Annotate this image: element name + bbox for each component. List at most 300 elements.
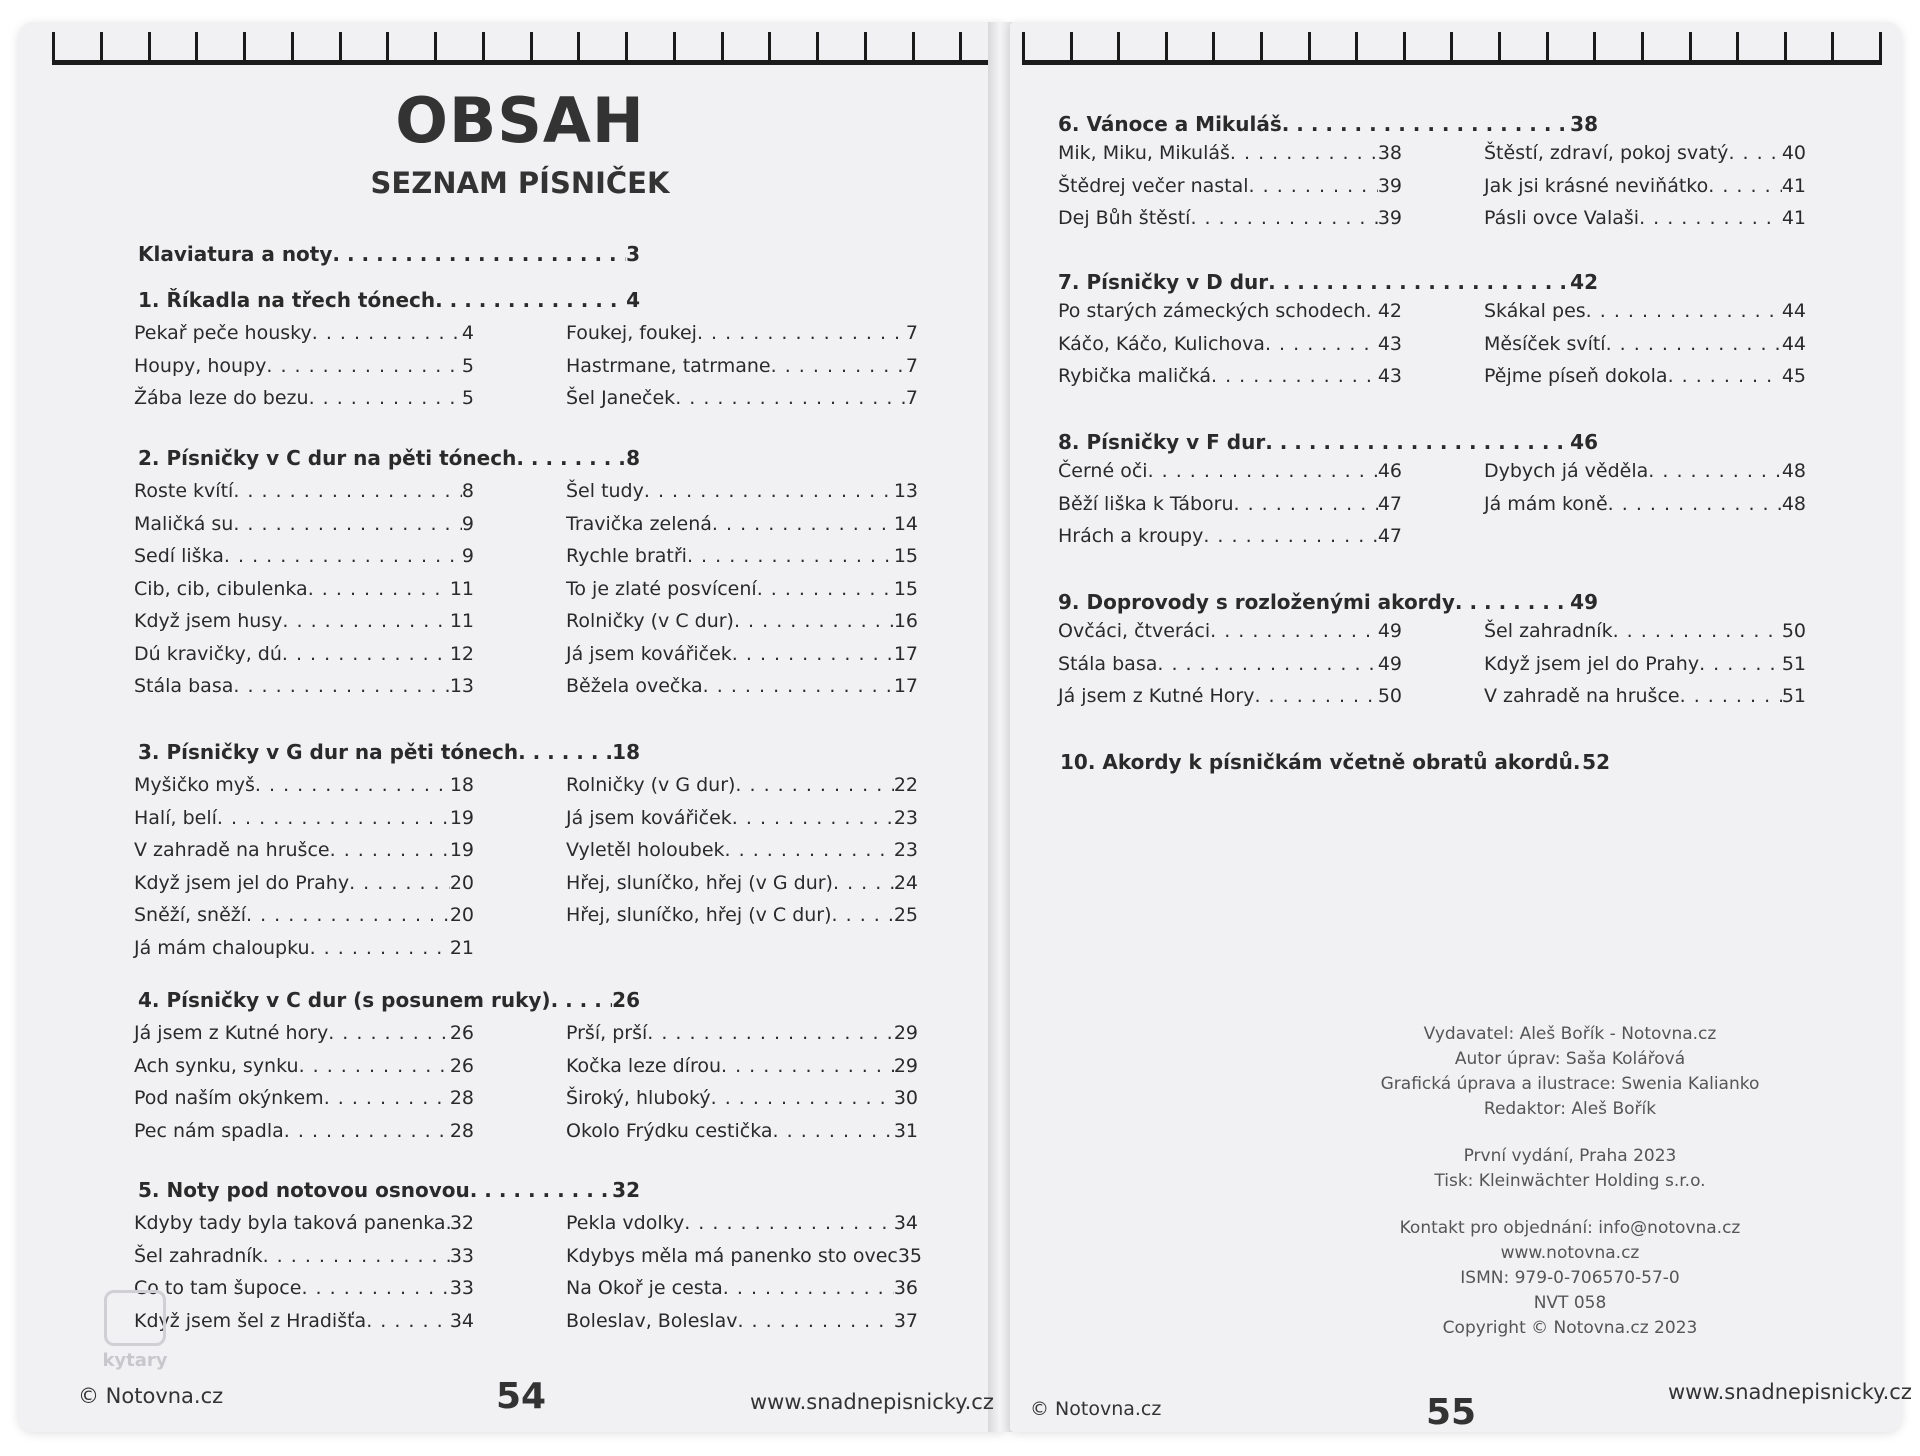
- toc-section: [138, 446, 640, 470]
- toc-entry: [566, 839, 918, 861]
- song-page: 19: [449, 839, 474, 861]
- song-page: 22: [893, 774, 918, 796]
- song-title: Po starých zámeckých schodech: [1058, 300, 1366, 322]
- song-page: 38: [1377, 142, 1402, 164]
- song-title: Káčo, Káčo, Kulichova: [1058, 332, 1265, 355]
- footer-copyright-left: © Notovna.cz: [78, 1384, 224, 1408]
- song-title: Já jsem z Kutné Hory: [1058, 685, 1255, 707]
- song-title: Pec nám spadla: [134, 1119, 284, 1142]
- dot-leader: [217, 807, 450, 829]
- song-page: 39: [1377, 174, 1402, 197]
- dot-leader: [1211, 365, 1378, 387]
- section-title: 8. Písničky v F dur: [1058, 430, 1266, 454]
- song-page: 4: [461, 322, 474, 344]
- dot-leader: [703, 675, 894, 697]
- toc-entry: [1058, 493, 1402, 515]
- piano-key: [577, 32, 625, 60]
- song-page: 39: [1377, 207, 1402, 229]
- song-title: Rolničky (v C dur): [566, 610, 734, 632]
- song-page: 31: [893, 1119, 918, 1142]
- piano-key: [482, 32, 530, 60]
- song-title: Šel zahradník: [134, 1244, 263, 1267]
- section-page: 49: [1570, 590, 1598, 614]
- dot-leader: [1254, 685, 1377, 707]
- song-title: Já jsem z Kutné hory: [134, 1022, 329, 1044]
- song-title: Pásli ovce Valaši: [1484, 207, 1640, 229]
- dot-leader: [1230, 142, 1378, 164]
- colophon-web: www.notovna.cz: [1500, 1243, 1640, 1263]
- piano-key: [1117, 32, 1165, 60]
- song-page: 49: [1377, 620, 1402, 642]
- toc-entry: [566, 480, 918, 502]
- section-page: 18: [612, 740, 640, 764]
- piano-key: [1784, 32, 1832, 60]
- toc-entry: [1484, 207, 1806, 229]
- colophon-code: NVT 058: [1533, 1293, 1607, 1313]
- toc-entry: [566, 1212, 918, 1234]
- piano-key: [339, 32, 387, 60]
- song-title: Černé oči: [1058, 460, 1148, 482]
- dot-leader: [712, 513, 894, 535]
- piano-key: [673, 32, 721, 60]
- dot-leader: [246, 904, 450, 926]
- song-page: 30: [893, 1087, 918, 1109]
- piano-key: [1022, 32, 1070, 60]
- colophon-edition: První vydání, Praha 2023: [1463, 1146, 1677, 1166]
- song-title: Hrách a kroupy: [1058, 525, 1204, 547]
- toc-entry: [566, 578, 918, 600]
- dot-leader: [1613, 620, 1782, 642]
- song-title: Kočka leze dírou: [566, 1054, 722, 1077]
- song-title: Rychle bratři: [566, 545, 687, 567]
- piano-key: [864, 32, 912, 60]
- song-page: 12: [449, 642, 474, 665]
- song-title: Roste kvítí: [134, 480, 234, 502]
- dot-leader: [282, 643, 450, 665]
- toc-entry: [134, 578, 474, 600]
- toc-entry: [566, 904, 918, 926]
- song-title: Rolničky (v G dur): [566, 774, 736, 796]
- dot-leader: [1639, 207, 1782, 229]
- toc-entry: [566, 1055, 918, 1077]
- toc-entry: [566, 1244, 923, 1267]
- page-number-right: 55: [1426, 1392, 1477, 1433]
- dot-leader: [1157, 653, 1377, 675]
- dot-leader: [1265, 333, 1378, 355]
- piano-key: [768, 32, 816, 60]
- song-title: Štěstí, zdraví, pokoj svatý: [1484, 142, 1729, 164]
- song-title: Myšičko myš: [134, 774, 255, 796]
- dot-leader: [1708, 175, 1782, 197]
- section-title: 6. Vánoce a Mikuláš: [1058, 112, 1282, 136]
- song-title: Žába leze do bezu: [134, 387, 309, 409]
- piano-key: [721, 32, 769, 60]
- song-title: Rybička maličká: [1058, 365, 1212, 387]
- toc-entry: [566, 610, 918, 632]
- piano-key: [1355, 32, 1403, 60]
- toc-section: [1058, 112, 1598, 136]
- dot-leader: [366, 1310, 450, 1332]
- song-title: Prší, prší: [566, 1022, 648, 1044]
- song-title: Já mám koně: [1484, 492, 1608, 515]
- dot-leader: [299, 1055, 450, 1077]
- song-page: 47: [1377, 525, 1402, 547]
- song-title: Kdybys měla má panenko sto ovec: [566, 1244, 898, 1267]
- song-page: 25: [893, 904, 918, 926]
- dot-leader: [328, 1022, 450, 1044]
- song-title: Vyletěl holoubek: [566, 839, 725, 861]
- footer-url-left: www.snadnepisnicky.cz: [750, 1390, 994, 1414]
- toc-entry: [1484, 333, 1806, 355]
- dot-leader: [1455, 590, 1570, 614]
- song-page: 24: [893, 871, 918, 894]
- dot-leader: [687, 545, 894, 567]
- song-page: 7: [905, 387, 918, 409]
- toc-entry: [1058, 460, 1402, 482]
- song-page: 50: [1377, 685, 1402, 707]
- dot-leader: [284, 1120, 450, 1142]
- section-title: 5. Noty pod notovou osnovou: [138, 1178, 470, 1202]
- song-page: 18: [449, 774, 474, 796]
- song-page: 40: [1781, 142, 1806, 164]
- song-page: 44: [1781, 332, 1806, 355]
- piano-key: [1165, 32, 1213, 60]
- toc-entry: [566, 872, 918, 894]
- song-title: Já jsem kovářiček: [566, 806, 732, 829]
- toc-section: [1060, 750, 1610, 774]
- dot-leader: [1648, 460, 1782, 482]
- piano-key: [1831, 32, 1882, 60]
- toc-entry: [134, 904, 474, 926]
- song-title: Stála basa: [1058, 652, 1158, 675]
- piano-key: [1070, 32, 1118, 60]
- piano-key: [291, 32, 339, 60]
- dot-leader: [734, 610, 894, 632]
- toc-entry: [134, 355, 474, 377]
- song-title: Stála basa: [134, 675, 234, 697]
- toc-entry: [134, 1120, 474, 1142]
- piano-key: [1498, 32, 1546, 60]
- song-page: 26: [449, 1022, 474, 1044]
- toc-entry: [1484, 365, 1806, 387]
- dot-leader: [233, 675, 449, 697]
- song-title: Cib, cib, cibulenka: [134, 577, 308, 600]
- song-title: Maličká su: [134, 512, 234, 535]
- footer-url-right: www.snadnepisnicky.cz: [1668, 1380, 1912, 1404]
- song-title: Dej Bůh štěstí: [1058, 207, 1191, 229]
- song-page: 50: [1781, 620, 1806, 642]
- song-title: Foukej, foukej: [566, 322, 697, 344]
- song-title: Já jsem kovářiček: [566, 642, 732, 665]
- piano-key: [912, 32, 960, 60]
- dot-leader: [644, 480, 894, 502]
- toc-entry: [566, 1310, 918, 1332]
- keyboard-strip: [1022, 32, 1882, 65]
- song-title: Travička zelená: [566, 512, 712, 535]
- piano-key: [148, 32, 196, 60]
- dot-leader: [675, 387, 906, 409]
- song-page: 44: [1781, 300, 1806, 322]
- dot-leader: [773, 1120, 894, 1142]
- dot-leader: [1668, 365, 1782, 387]
- dot-leader: [308, 578, 450, 600]
- song-title: Boleslav, Boleslav: [566, 1309, 738, 1332]
- toc-entry: [1058, 142, 1402, 164]
- dot-leader: [737, 1310, 893, 1332]
- song-page: 43: [1377, 365, 1402, 387]
- toc-entry: [134, 513, 474, 535]
- toc-entry: [1484, 460, 1806, 482]
- song-page: 8: [461, 480, 474, 502]
- song-title: Šel zahradník: [1484, 620, 1613, 642]
- song-page: 29: [893, 1022, 918, 1044]
- section-title: 3. Písničky v G dur na pěti tónech: [138, 740, 519, 764]
- dot-leader: [1282, 112, 1570, 136]
- toc-section: [138, 288, 640, 312]
- song-page: 37: [893, 1309, 918, 1332]
- song-title: Když jsem husy: [134, 610, 283, 632]
- section-page: 42: [1570, 270, 1598, 294]
- song-title: Hřej, sluníčko, hřej (v G dur): [566, 871, 833, 894]
- song-page: 9: [461, 545, 474, 567]
- dot-leader: [1203, 525, 1377, 547]
- song-title: Sedí liška: [134, 545, 224, 567]
- song-title: Kdyby tady byla taková panenka: [134, 1212, 446, 1234]
- piano-key: [1593, 32, 1641, 60]
- toc-entry: [134, 1212, 474, 1234]
- dot-leader: [1680, 685, 1782, 707]
- song-title: Ach synku, synku: [134, 1054, 299, 1077]
- toc-entry: [134, 807, 474, 829]
- toc-entry: [134, 643, 474, 665]
- dot-leader: [684, 1212, 894, 1234]
- toc-entry: [1484, 142, 1806, 164]
- toc-entry: [1484, 175, 1806, 197]
- toc-entry: [134, 774, 474, 796]
- toc-entry: [1058, 653, 1402, 675]
- dot-leader: [349, 872, 450, 894]
- song-title: Jak jsi krásné neviňátko: [1484, 174, 1709, 197]
- song-title: Okolo Frýdku cestička: [566, 1119, 773, 1142]
- section-page: 52: [1582, 750, 1610, 774]
- song-title: Když jsem jel do Prahy: [134, 871, 350, 894]
- song-page: 11: [449, 610, 474, 632]
- song-page: 41: [1781, 207, 1806, 229]
- song-title: Pod naším okýnkem: [134, 1087, 324, 1109]
- song-page: 15: [893, 545, 918, 567]
- song-title: V zahradě na hrušce: [134, 839, 330, 861]
- song-page: 20: [449, 904, 474, 926]
- toc-entry: [134, 1277, 474, 1299]
- dot-leader: [1190, 207, 1377, 229]
- piano-key: [1736, 32, 1784, 60]
- page-title: OBSAH: [395, 84, 645, 157]
- dot-leader: [771, 355, 906, 377]
- section-page: 8: [626, 446, 640, 470]
- song-title: Co to tam šupoce: [134, 1277, 302, 1299]
- song-page: 17: [893, 675, 918, 697]
- piano-key: [195, 32, 243, 60]
- colophon-author: Autor úprav: Saša Kolářová: [1454, 1049, 1686, 1069]
- toc-section: [1058, 590, 1598, 614]
- dot-leader: [1366, 300, 1378, 322]
- song-page: 32: [449, 1212, 474, 1234]
- dot-leader: [1728, 142, 1781, 164]
- toc-entry: [566, 643, 918, 665]
- toc-entry: [566, 545, 918, 567]
- dot-leader: [711, 1087, 894, 1109]
- song-title: Široký, hluboký: [566, 1087, 711, 1109]
- song-title: Ovčáci, čtveráci: [1058, 620, 1211, 642]
- dot-leader: [1148, 460, 1378, 482]
- song-title: Když jsem jel do Prahy: [1484, 652, 1700, 675]
- toc-entry: [1058, 175, 1402, 197]
- section-page: 46: [1570, 430, 1598, 454]
- page-subtitle: SEZNAM PÍSNIČEK: [370, 166, 670, 200]
- song-page: 20: [449, 871, 474, 894]
- toc-section: [1058, 430, 1598, 454]
- song-page: 48: [1781, 460, 1806, 482]
- dot-leader: [301, 1277, 449, 1299]
- song-page: 41: [1781, 174, 1806, 197]
- dot-leader: [255, 774, 450, 796]
- song-page: 51: [1781, 685, 1806, 707]
- song-title: To je zlaté posvícení: [566, 577, 757, 600]
- song-page: 26: [449, 1054, 474, 1077]
- toc-entry: [1484, 620, 1806, 642]
- section-title: 1. Říkadla na třech tónech: [138, 288, 436, 312]
- song-page: 13: [893, 480, 918, 502]
- song-page: 19: [449, 806, 474, 829]
- song-title: Šel tudy: [566, 480, 644, 502]
- dot-leader: [435, 288, 626, 312]
- dot-leader: [518, 740, 612, 764]
- dot-leader: [697, 322, 906, 344]
- song-page: 7: [905, 354, 918, 377]
- song-page: 23: [893, 806, 918, 829]
- dot-leader: [233, 513, 462, 535]
- song-page: 14: [893, 512, 918, 535]
- toc-section: [1058, 270, 1598, 294]
- toc-entry: [1058, 333, 1402, 355]
- toc-entry: [134, 1022, 474, 1044]
- dot-leader: [732, 807, 894, 829]
- song-page: 9: [461, 512, 474, 535]
- dot-leader: [832, 904, 894, 926]
- toc-entry: [566, 1277, 918, 1299]
- toc-entry: [1058, 525, 1402, 547]
- song-title: Pějme píseň dokola: [1484, 365, 1668, 387]
- dot-leader: [310, 937, 450, 959]
- colophon-print: Tisk: Kleinwächter Holding s.r.o.: [1434, 1171, 1706, 1191]
- song-page: 29: [893, 1054, 918, 1077]
- section-title: 10. Akordy k písničkám včetně obratů akordů: [1060, 750, 1573, 774]
- toc-section: [138, 242, 640, 266]
- song-page: 51: [1781, 652, 1806, 675]
- song-page: 45: [1781, 365, 1806, 387]
- dot-leader: [1586, 300, 1782, 322]
- piano-key: [530, 32, 578, 60]
- song-page: 23: [893, 839, 918, 861]
- section-page: 38: [1570, 112, 1598, 136]
- dot-leader: [757, 578, 894, 600]
- dot-leader: [1606, 333, 1782, 355]
- dot-leader: [233, 480, 462, 502]
- piano-key: [625, 32, 673, 60]
- song-title: Běží liška k Táboru: [1058, 492, 1234, 515]
- piano-key: [816, 32, 864, 60]
- dot-leader: [263, 1245, 450, 1267]
- toc-entry: [1484, 653, 1806, 675]
- toc-entry: [134, 937, 474, 959]
- dot-leader: [470, 1178, 612, 1202]
- page-number-left: 54: [496, 1376, 547, 1417]
- song-title: Měsíček svítí: [1484, 332, 1606, 355]
- song-page: 36: [893, 1277, 918, 1299]
- song-page: 5: [461, 387, 474, 409]
- piano-key: [386, 32, 434, 60]
- song-page: 42: [1377, 300, 1402, 322]
- piano-key: [243, 32, 291, 60]
- song-page: 11: [449, 577, 474, 600]
- piano-key: [1212, 32, 1260, 60]
- song-page: 43: [1377, 332, 1402, 355]
- song-page: 28: [449, 1119, 474, 1142]
- song-page: 15: [893, 577, 918, 600]
- toc-section: [138, 740, 640, 764]
- watermark-logo: [95, 1290, 175, 1371]
- dot-leader: [1573, 750, 1582, 774]
- piano-key: [1641, 32, 1689, 60]
- song-page: 33: [449, 1244, 474, 1267]
- section-page: 4: [626, 288, 640, 312]
- colophon-editor: Redaktor: Aleš Bořík: [1483, 1099, 1657, 1119]
- song-page: 7: [905, 322, 918, 344]
- song-title: Štědrej večer nastal: [1058, 174, 1249, 197]
- toc-entry: [134, 872, 474, 894]
- toc-entry: [1484, 300, 1806, 322]
- toc-entry: [134, 322, 474, 344]
- toc-entry: [1058, 685, 1402, 707]
- toc-entry: [566, 1120, 918, 1142]
- song-page: 16: [893, 610, 918, 632]
- section-page: 3: [626, 242, 640, 266]
- dot-leader: [516, 446, 626, 470]
- dot-leader: [725, 839, 894, 861]
- song-page: 49: [1377, 652, 1402, 675]
- dot-leader: [647, 1022, 894, 1044]
- toc-entry: [566, 1022, 918, 1044]
- colophon-publisher: Vydavatel: Aleš Bořík - Notovna.cz: [1423, 1024, 1717, 1044]
- toc-entry: [1058, 620, 1402, 642]
- dot-leader: [1268, 270, 1570, 294]
- piano-key: [1689, 32, 1737, 60]
- section-title: 2. Písničky v C dur na pěti tónech: [138, 446, 517, 470]
- song-page: 46: [1377, 460, 1402, 482]
- toc-entry: [566, 322, 918, 344]
- toc-entry: [134, 387, 474, 409]
- colophon: [1240, 1022, 1900, 1341]
- section-page: 32: [612, 1178, 640, 1202]
- song-title: Houpy, houpy: [134, 354, 267, 377]
- colophon-copyright: Copyright © Notovna.cz 2023: [1442, 1318, 1698, 1338]
- song-title: Na Okoř je cesta: [566, 1277, 723, 1299]
- song-title: Sněží, sněží: [134, 904, 247, 926]
- toc-entry: [1484, 685, 1806, 707]
- guitar-store-icon: [104, 1290, 166, 1346]
- song-page: 47: [1377, 492, 1402, 515]
- toc-section: [138, 988, 640, 1012]
